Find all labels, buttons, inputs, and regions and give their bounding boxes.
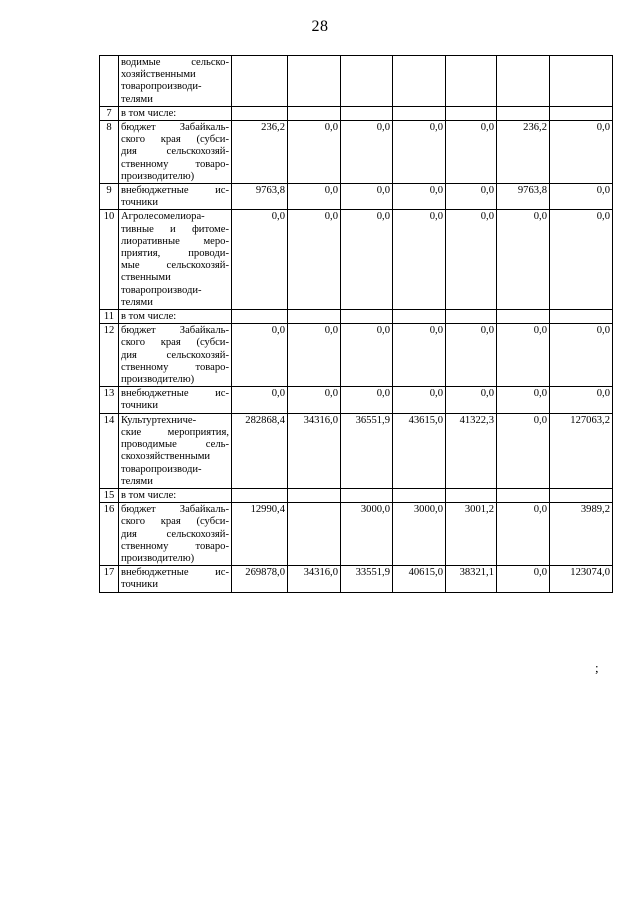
value-cell: [232, 310, 288, 324]
value-cell: 0,0: [497, 566, 550, 592]
value-cell: 3000,0: [341, 503, 393, 566]
value-cell: 12990,4: [232, 503, 288, 566]
value-cell: [232, 488, 288, 502]
value-cell: 0,0: [341, 121, 393, 184]
description-line: точники: [121, 579, 158, 591]
table-body: [100, 56, 613, 593]
value-cell: 0,0: [341, 324, 393, 387]
value-cell: 43615,0: [393, 413, 446, 488]
value-cell: 34316,0: [288, 566, 341, 592]
value-cell: [497, 56, 550, 107]
row-description: [119, 324, 232, 387]
description-line: товаропроизводи-: [121, 81, 202, 93]
description-line: ского края (субси-: [121, 337, 229, 349]
description-line: дия сельскохозяй-: [121, 146, 229, 158]
trailing-semicolon: ;: [595, 660, 599, 675]
row-number: 13: [100, 387, 119, 413]
value-cell: 0,0: [550, 324, 613, 387]
value-cell: 236,2: [497, 121, 550, 184]
value-cell: [288, 310, 341, 324]
table-row: [100, 413, 613, 488]
value-cell: 0,0: [446, 184, 497, 210]
row-number: [100, 56, 119, 107]
description-line: водимые сельско-: [121, 57, 229, 68]
table-row: [100, 324, 613, 387]
value-cell: [288, 503, 341, 566]
value-cell: 0,0: [288, 324, 341, 387]
value-cell: 0,0: [232, 210, 288, 310]
description-line: скохозяйственными: [121, 451, 211, 463]
row-number: 11: [100, 310, 119, 324]
row-number: 9: [100, 184, 119, 210]
description-line: Культуртехниче-: [121, 414, 197, 426]
value-cell: 38321,1: [446, 566, 497, 592]
value-cell: [288, 56, 341, 107]
value-cell: 41322,3: [446, 413, 497, 488]
description-line: тивные и фитоме-: [121, 223, 229, 235]
description-line: производителю): [121, 170, 195, 182]
value-cell: 3989,2: [550, 503, 613, 566]
description-line: внебюджетные ис-: [121, 388, 229, 400]
value-cell: 0,0: [550, 387, 613, 413]
table-row: [100, 121, 613, 184]
value-cell: 0,0: [446, 324, 497, 387]
value-cell: 0,0: [497, 503, 550, 566]
value-cell: 0,0: [393, 184, 446, 210]
row-description: [119, 488, 232, 502]
row-number: 17: [100, 566, 119, 592]
value-cell: 0,0: [497, 210, 550, 310]
value-cell: 40615,0: [393, 566, 446, 592]
row-description: [119, 184, 232, 210]
value-cell: [446, 488, 497, 502]
value-cell: [497, 310, 550, 324]
value-cell: 0,0: [446, 387, 497, 413]
description-line: бюджет Забайкаль-: [121, 325, 229, 337]
table-row: [100, 310, 613, 324]
description-line: ственному товаро-: [121, 540, 229, 552]
value-cell: 0,0: [446, 210, 497, 310]
row-number: 8: [100, 121, 119, 184]
row-description: [119, 56, 232, 107]
row-description: [119, 503, 232, 566]
description-line: производителю): [121, 374, 195, 386]
table-row: [100, 56, 613, 107]
row-description: [119, 210, 232, 310]
value-cell: [497, 106, 550, 120]
value-cell: 0,0: [232, 324, 288, 387]
value-cell: 0,0: [393, 121, 446, 184]
row-description: [119, 413, 232, 488]
value-cell: [288, 488, 341, 502]
description-line: внебюджетные ис-: [121, 185, 229, 197]
value-cell: [446, 106, 497, 120]
value-cell: 269878,0: [232, 566, 288, 592]
budget-table: [99, 55, 613, 593]
page-number: 28: [311, 18, 329, 35]
value-cell: [393, 488, 446, 502]
description-line: ского края (субси-: [121, 516, 229, 528]
description-line: в том числе:: [121, 489, 177, 501]
value-cell: [393, 106, 446, 120]
value-cell: 3001,2: [446, 503, 497, 566]
value-cell: 0,0: [393, 324, 446, 387]
value-cell: 0,0: [497, 387, 550, 413]
value-cell: [550, 106, 613, 120]
description-line: производителю): [121, 552, 195, 564]
value-cell: [393, 310, 446, 324]
value-cell: 0,0: [288, 121, 341, 184]
value-cell: 0,0: [497, 324, 550, 387]
table-row: [100, 503, 613, 566]
description-line: бюджет Забайкаль-: [121, 504, 229, 516]
value-cell: 9763,8: [232, 184, 288, 210]
row-description: [119, 310, 232, 324]
value-cell: 0,0: [550, 121, 613, 184]
description-line: Агролесомелиора-: [121, 211, 205, 223]
description-line: лиоративные меро-: [121, 235, 229, 247]
row-number: 14: [100, 413, 119, 488]
value-cell: [232, 56, 288, 107]
description-line: ского края (субси-: [121, 134, 229, 146]
row-description: [119, 566, 232, 592]
value-cell: [341, 488, 393, 502]
description-line: ственными: [121, 272, 171, 284]
table-row: [100, 106, 613, 120]
value-cell: 0,0: [550, 184, 613, 210]
table-row: [100, 488, 613, 502]
value-cell: [497, 488, 550, 502]
value-cell: 33551,9: [341, 566, 393, 592]
description-line: товаропроизводи-: [121, 284, 202, 296]
value-cell: [446, 310, 497, 324]
table-row: [100, 184, 613, 210]
value-cell: 127063,2: [550, 413, 613, 488]
value-cell: 0,0: [446, 121, 497, 184]
value-cell: [550, 488, 613, 502]
value-cell: 0,0: [341, 387, 393, 413]
value-cell: [550, 56, 613, 107]
description-line: дия сельскохозяй-: [121, 528, 229, 540]
description-line: точники: [121, 197, 158, 209]
description-line: бюджет Забайкаль-: [121, 122, 229, 134]
value-cell: [341, 56, 393, 107]
description-line: хозяйственными: [121, 69, 196, 81]
value-cell: [288, 106, 341, 120]
value-cell: 0,0: [341, 184, 393, 210]
value-cell: [446, 56, 497, 107]
table-row: [100, 210, 613, 310]
value-cell: 0,0: [550, 210, 613, 310]
description-line: точники: [121, 400, 158, 412]
value-cell: 0,0: [288, 184, 341, 210]
table-row: [100, 566, 613, 592]
row-number: 12: [100, 324, 119, 387]
description-line: проводимые сель-: [121, 439, 229, 451]
value-cell: 282868,4: [232, 413, 288, 488]
value-cell: 36551,9: [341, 413, 393, 488]
value-cell: 0,0: [232, 387, 288, 413]
value-cell: 0,0: [497, 413, 550, 488]
value-cell: 236,2: [232, 121, 288, 184]
row-description: [119, 121, 232, 184]
description-line: товаропроизводи-: [121, 463, 202, 475]
value-cell: [341, 106, 393, 120]
description-line: ственному товаро-: [121, 361, 229, 373]
value-cell: 0,0: [288, 387, 341, 413]
row-number: 7: [100, 106, 119, 120]
value-cell: [341, 310, 393, 324]
value-cell: [232, 106, 288, 120]
row-description: [119, 106, 232, 120]
value-cell: 0,0: [341, 210, 393, 310]
row-number: 15: [100, 488, 119, 502]
description-line: внебюджетные ис-: [121, 567, 229, 579]
description-line: мые сельскохозяй-: [121, 260, 229, 272]
description-line: телями: [121, 93, 153, 105]
description-line: в том числе:: [121, 107, 177, 119]
value-cell: 0,0: [393, 387, 446, 413]
description-line: дия сельскохозяй-: [121, 349, 229, 361]
row-number: 10: [100, 210, 119, 310]
value-cell: 9763,8: [497, 184, 550, 210]
value-cell: 34316,0: [288, 413, 341, 488]
description-line: приятия, проводи-: [121, 248, 229, 260]
value-cell: [393, 56, 446, 107]
description-line: ские мероприятия,: [121, 426, 229, 438]
description-line: ственному товаро-: [121, 158, 229, 170]
value-cell: [550, 310, 613, 324]
row-number: 16: [100, 503, 119, 566]
value-cell: 0,0: [393, 210, 446, 310]
value-cell: 0,0: [288, 210, 341, 310]
description-line: телями: [121, 296, 153, 308]
value-cell: 3000,0: [393, 503, 446, 566]
description-line: телями: [121, 475, 153, 487]
value-cell: 123074,0: [550, 566, 613, 592]
row-description: [119, 387, 232, 413]
table-row: [100, 387, 613, 413]
description-line: в том числе:: [121, 311, 177, 323]
